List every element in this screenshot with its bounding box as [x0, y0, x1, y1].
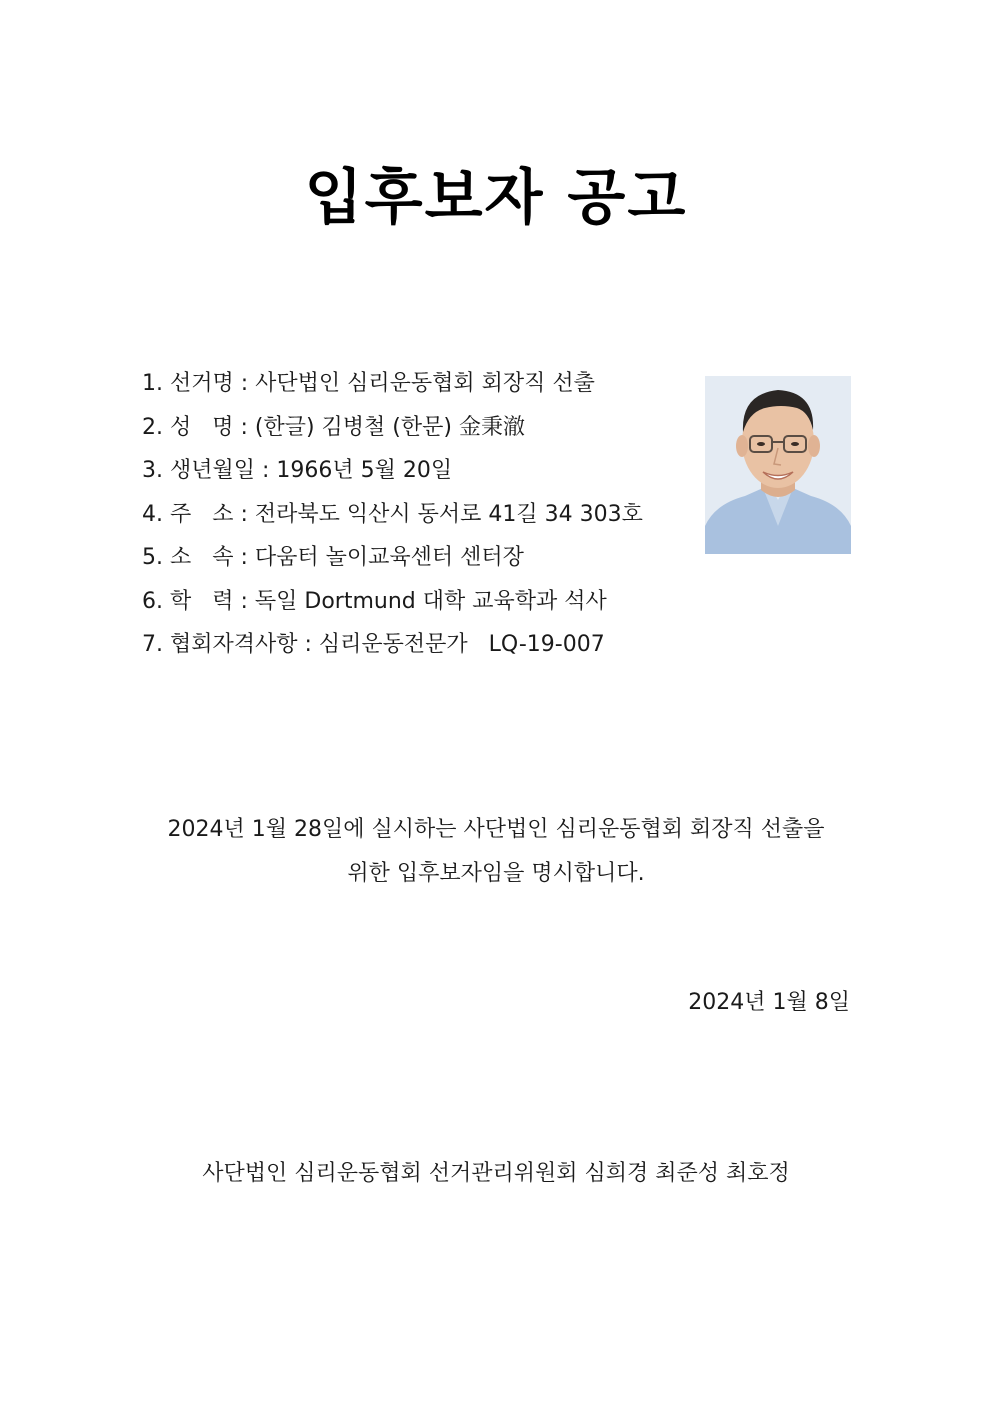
- item-label: 생년월일: [170, 458, 256, 483]
- candidate-portrait-icon: [705, 376, 851, 554]
- candidate-photo: [705, 376, 851, 554]
- info-item-education: [142, 584, 702, 628]
- item-number: 3.: [142, 458, 163, 483]
- item-separator: :: [233, 545, 255, 570]
- statement-line-1: 2024년 1월 28일에 실시하는 사단법인 심리운동협회 회장직 선출을: [167, 817, 825, 842]
- item-label: 주 소: [170, 501, 234, 527]
- item-value: 사단법인 심리운동협회 회장직 선출: [255, 371, 595, 396]
- item-number: 2.: [142, 414, 163, 440]
- item-separator: :: [233, 501, 255, 527]
- item-value: 1966년 5월 20일: [276, 458, 453, 483]
- item-number: 5.: [142, 545, 163, 570]
- candidate-info-list: [142, 366, 702, 671]
- info-item-qualification: [142, 627, 702, 671]
- info-item-name: [142, 410, 702, 454]
- item-separator: :: [233, 414, 255, 440]
- item-number: 7.: [142, 632, 163, 657]
- item-value: (한글) 김병철 (한문) 金秉澈: [254, 414, 525, 440]
- item-label: 학 력: [170, 588, 234, 614]
- item-value: 심리운동전문가 LQ-19-007: [318, 632, 605, 657]
- item-value: 독일 Dortmund 대학 교육학과 석사: [254, 588, 607, 614]
- item-number: 4.: [142, 501, 163, 527]
- item-label: 협회자격사항: [170, 632, 298, 657]
- item-separator: :: [233, 371, 256, 396]
- item-number: 1.: [142, 371, 163, 396]
- info-item-election: [142, 366, 702, 410]
- item-label: 성 명: [170, 414, 234, 440]
- election-committee-signature: 사단법인 심리운동협회 선거관리위원회 심희경 최준성 최호정: [202, 1161, 790, 1186]
- item-label: 소 속: [170, 545, 234, 570]
- item-value: 전라북도 익산시 동서로 41길 34 303호: [254, 501, 643, 527]
- item-number: 6.: [142, 588, 163, 614]
- item-label: 선거명: [170, 371, 234, 396]
- item-separator: :: [297, 632, 319, 657]
- info-item-affiliation: [142, 540, 702, 584]
- info-item-birthdate: [142, 453, 702, 497]
- item-separator: :: [255, 458, 277, 483]
- page-title: 입후보자 공고: [304, 163, 688, 233]
- notice-date: 2024년 1월 8일: [688, 990, 850, 1015]
- item-separator: :: [233, 588, 255, 614]
- item-value: 다움터 놀이교육센터 센터장: [254, 545, 524, 570]
- statement-line-2: 위한 입후보자임을 명시합니다.: [347, 861, 645, 886]
- info-item-address: [142, 497, 702, 541]
